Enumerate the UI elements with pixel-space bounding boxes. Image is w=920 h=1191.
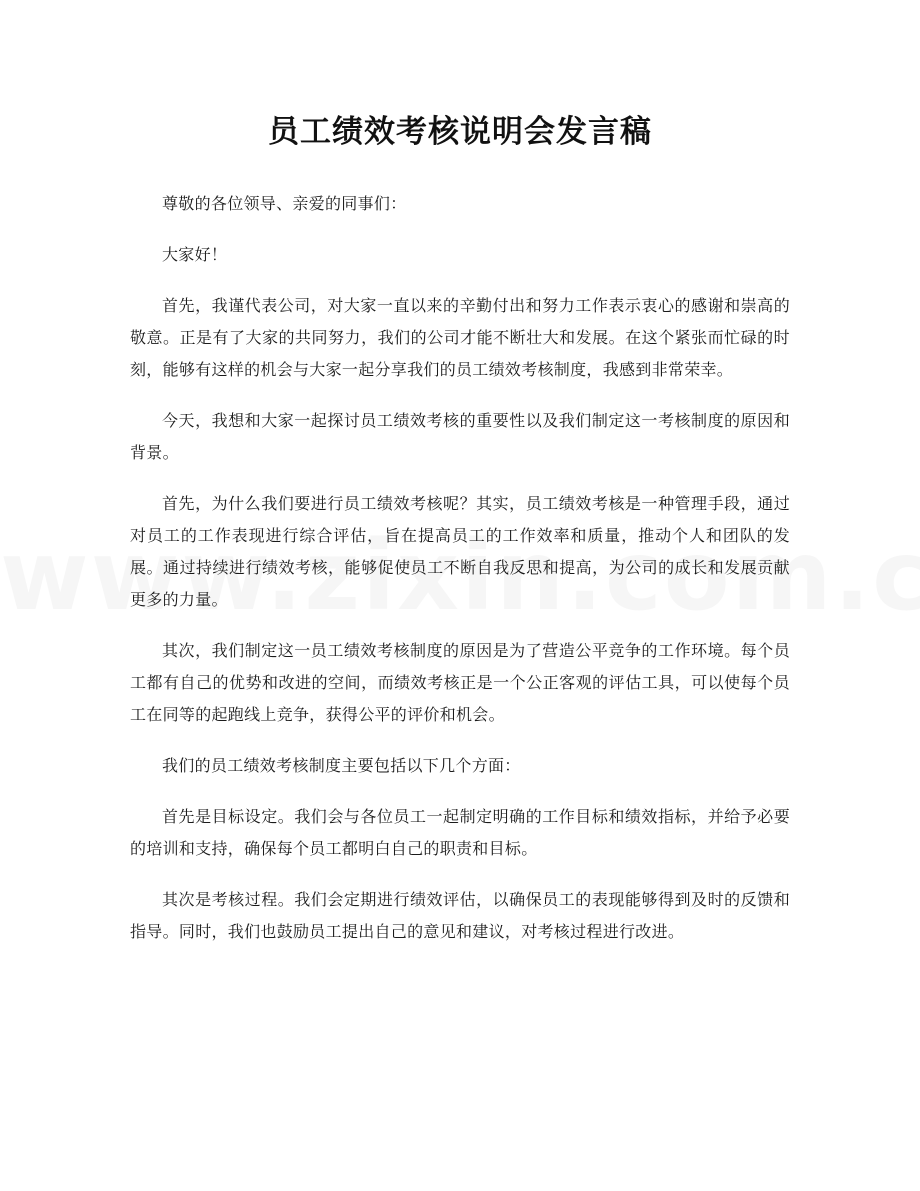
paragraph: 其次是考核过程。我们会定期进行绩效评估，以确保员工的表现能够得到及时的反馈和指导。同时，我们也鼓励员工提出自己的意见和建议，对考核过程进行改进。: [130, 890, 790, 941]
paragraph: 首先是目标设定。我们会与各位员工一起制定明确的工作目标和绩效指标，并给予必要的培训和支持，确保每个员工都明白自己的职责和目标。: [130, 807, 790, 858]
paragraph: 其次，我们制定这一员工绩效考核制度的原因是为了营造公平竞争的工作环境。每个员工都有自己的优势和改进的空间，而绩效考核正是一个公正客观的评估工具，可以使每个员工在同等的起跑线上竞争，获得公平的评价和机会。: [130, 641, 790, 724]
paragraph: 今天，我想和大家一起探讨员工绩效考核的重要性以及我们制定这一考核制度的原因和背景。: [130, 411, 790, 462]
paragraph-greeting: 大家好！: [162, 245, 228, 264]
paragraph: 首先，我谨代表公司，对大家一直以来的辛勤付出和努力工作表示衷心的感谢和崇高的敬意。正是有了大家的共同努力，我们的公司才能不断壮大和发展。在这个紧张而忙碌的时刻，能够有这样的机会与大家一起分享我们的员工绩效考核制度，我感到非常荣幸。: [130, 296, 790, 379]
paragraph: 我们的员工绩效考核制度主要包括以下几个方面：: [162, 756, 521, 775]
paragraph: 首先，为什么我们要进行员工绩效考核呢？其实，员工绩效考核是一种管理手段，通过对员工的工作表现进行综合评估，旨在提高员工的工作效率和质量，推动个人和团队的发展。通过持续进行绩效考核，能够促使员工不断自我反思和提高，为公司的成长和发展贡献更多的力量。: [130, 494, 790, 609]
document-title: 员工绩效考核说明会发言稿: [268, 114, 652, 150]
paragraph-salutation: 尊敬的各位领导、亲爱的同事们：: [162, 194, 407, 213]
